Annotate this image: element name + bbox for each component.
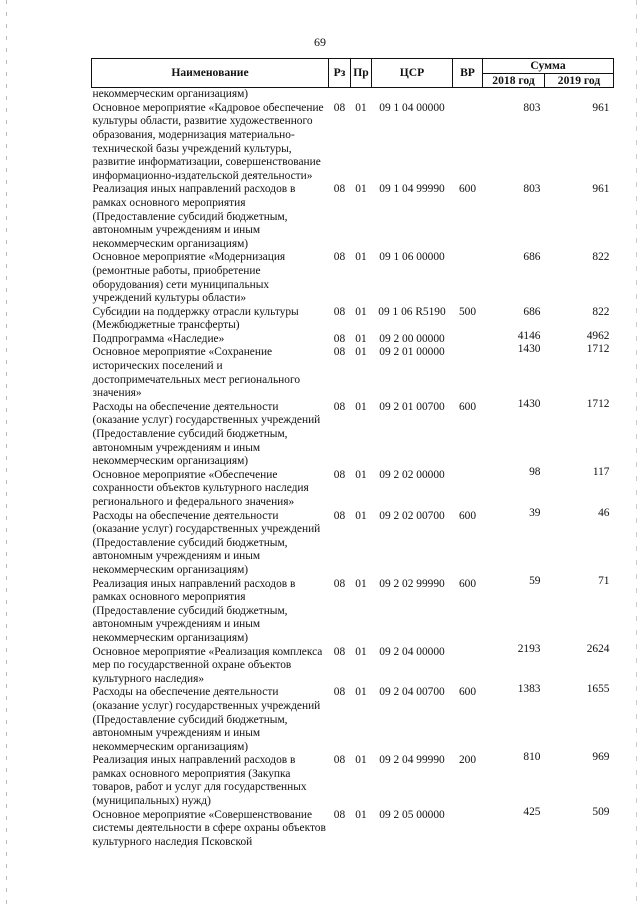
row-2019-cell: 961	[592, 101, 610, 114]
row-2018-cell: 803	[523, 101, 541, 114]
row-name-cell: Реализация иных направлений расходов в рамках основного мероприятия (Закупка товаров, работ и услуг для государственных (муниципальных) нужд)	[92, 754, 307, 808]
table-row	[92, 578, 614, 646]
table-header	[92, 59, 614, 88]
header-csr: ЦСР	[372, 59, 453, 88]
row-pr-cell: 01	[355, 101, 367, 114]
row-csr-cell: 09 1 04 99990	[379, 183, 445, 196]
row-2019-cell: 1712	[586, 397, 610, 410]
row-rz-cell: 08	[333, 645, 346, 658]
row-rz-cell: 08	[333, 305, 346, 318]
row-csr-cell: 09 2 04 00700	[379, 686, 445, 699]
row-name-cell: Основное мероприятие «Модернизация (ремонтные работы, приобретение оборудования) сети муниципальных учреждений культуры области»	[92, 251, 286, 305]
row-rz-cell: 08	[333, 468, 346, 481]
row-pr-cell: 01	[355, 808, 367, 821]
row-vr-cell	[453, 251, 483, 305]
row-vr-cell: 600	[458, 400, 477, 413]
row-2018-cell: 98	[529, 465, 541, 478]
row-2018-cell: 1430	[517, 397, 541, 410]
row-2018-cell: 803	[523, 183, 541, 196]
row-pr-cell	[351, 88, 372, 102]
row-name-cell: Реализация иных направлений расходов в рамках основного мероприятия (Предоставление субсидий бюджетным, автономным учреждениям и иным некоммерческим организациям)	[92, 577, 296, 644]
table-row	[92, 510, 614, 578]
row-2018-cell: 2193	[517, 642, 541, 655]
row-csr-cell: 09 1 06 R5190	[378, 305, 446, 318]
row-2019-cell	[545, 88, 614, 102]
row-name-cell: Субсидии на поддержку отрасли культуры (Межбюджетные трансферты)	[92, 305, 299, 332]
table-row	[92, 401, 614, 469]
row-rz-cell: 08	[333, 101, 346, 114]
row-pr-cell: 01	[355, 468, 367, 481]
row-rz-cell: 08	[333, 686, 346, 699]
row-2019-cell: 822	[592, 251, 610, 264]
row-2018-cell: 1383	[517, 683, 541, 696]
row-2019-cell: 1712	[586, 343, 610, 356]
row-vr-cell	[453, 346, 483, 400]
row-csr-cell: 09 2 01 00000	[379, 346, 445, 359]
scan-edge-right	[636, 0, 637, 905]
row-2018-cell: 810	[523, 751, 541, 764]
row-name-cell: Основное мероприятие «Обеспечение сохранности объектов культурного наследия регионального и федерального значения»	[92, 468, 309, 508]
row-rz-cell: 08	[333, 332, 346, 345]
row-2018-cell: 686	[523, 251, 541, 264]
row-rz-cell	[329, 88, 351, 102]
row-2019-cell: 117	[592, 465, 610, 478]
row-csr-cell: 09 1 06 00000	[379, 251, 445, 264]
row-rz-cell: 08	[333, 754, 346, 767]
row-pr-cell: 01	[355, 183, 367, 196]
row-2019-cell: 969	[592, 751, 610, 764]
row-csr-cell: 09 2 04 00000	[379, 645, 445, 658]
row-name-cell: Основное мероприятие «Реализация комплекса мер по государственной охране объектов культурного наследия»	[92, 645, 323, 685]
header-pr: Пр	[351, 59, 372, 88]
row-name-cell: Подпрограмма «Наследие»	[92, 332, 225, 345]
row-csr-cell: 09 2 02 00000	[379, 468, 445, 481]
row-csr-cell: 09 2 05 00000	[379, 808, 445, 821]
row-pr-cell: 01	[355, 305, 367, 318]
row-pr-cell: 01	[355, 400, 367, 413]
row-rz-cell: 08	[333, 251, 346, 264]
row-vr-cell	[453, 469, 483, 510]
table-row	[92, 646, 614, 687]
row-name-cell: Реализация иных направлений расходов в рамках основного мероприятия (Предоставление субсидий бюджетным, автономным учреждениям и иным некоммерческим организациям)	[92, 183, 296, 250]
row-pr-cell: 01	[355, 754, 367, 767]
table-row	[92, 754, 614, 808]
row-vr-cell: 600	[458, 183, 477, 196]
table-row	[92, 183, 614, 251]
row-2019-cell: 46	[598, 506, 610, 519]
row-2019-cell: 822	[592, 305, 610, 318]
row-vr-cell	[453, 102, 483, 184]
row-2018-cell: 425	[523, 805, 541, 818]
table-body	[92, 88, 614, 850]
row-csr-cell: 09 2 00 00000	[379, 332, 445, 345]
row-2018-cell: 39	[529, 506, 541, 519]
row-csr-cell: 09 2 02 00700	[379, 509, 445, 522]
row-name-cell: Расходы на обеспечение деятельности (оказание услуг) государственных учреждений (Предоставление субсидий бюджетным, автономным учреждениям и иным некоммерческим организациям)	[92, 400, 321, 468]
row-2018-cell: 4146	[517, 329, 541, 342]
row-rz-cell: 08	[333, 346, 346, 359]
row-vr-cell	[453, 646, 483, 687]
row-pr-cell: 01	[355, 686, 367, 699]
budget-table-container	[91, 58, 613, 849]
row-2019-cell: 961	[592, 183, 610, 196]
row-csr-cell: 09 2 01 00700	[379, 400, 445, 413]
row-name-cell: Основное мероприятие «Совершенствование системы деятельности в сфере охраны объектов культурного наследия Псковской	[92, 808, 326, 848]
row-vr-cell	[453, 333, 483, 347]
header-2019: 2019 год	[545, 73, 614, 88]
row-2018-cell: 59	[529, 574, 541, 587]
row-vr-cell: 600	[458, 577, 477, 590]
table-row	[92, 88, 614, 102]
row-pr-cell: 01	[355, 346, 367, 359]
row-csr-cell: 09 2 02 99990	[379, 577, 445, 590]
page-number: 69	[314, 35, 326, 49]
row-vr-cell: 600	[458, 509, 477, 522]
row-2018-cell: 686	[523, 305, 541, 318]
row-name-cell: Основное мероприятие «Сохранение исторических поселений и достопримечательных мест регионального значения»	[92, 346, 301, 400]
table-row	[92, 686, 614, 754]
row-csr-cell: 09 2 04 99990	[379, 754, 445, 767]
budget-table	[91, 58, 614, 849]
row-pr-cell: 01	[355, 577, 367, 590]
header-rz: Рз	[329, 59, 351, 88]
row-vr-cell: 500	[458, 305, 477, 318]
header-2018: 2018 год	[483, 73, 545, 88]
row-rz-cell: 08	[333, 577, 346, 590]
table-row	[92, 306, 614, 333]
row-pr-cell: 01	[355, 332, 367, 345]
row-name-cell: Расходы на обеспечение деятельности (оказание услуг) государственных учреждений (Предоставление субсидий бюджетным, автономным учреждениям и иным некоммерческим организациям)	[92, 509, 321, 576]
row-vr-cell	[453, 809, 483, 850]
row-2018-cell	[483, 88, 545, 102]
scan-edge-left	[6, 0, 7, 905]
row-pr-cell: 01	[355, 509, 367, 522]
row-pr-cell: 01	[355, 645, 367, 658]
row-csr-cell: 09 1 04 00000	[379, 101, 445, 114]
table-row	[92, 251, 614, 305]
row-vr-cell	[453, 88, 483, 102]
row-rz-cell: 08	[333, 509, 346, 522]
row-csr-cell	[372, 88, 453, 102]
header-vr: ВР	[453, 59, 483, 88]
row-2019-cell: 509	[592, 805, 610, 818]
row-2019-cell: 2624	[586, 642, 610, 655]
table-row	[92, 469, 614, 510]
table-row	[92, 346, 614, 400]
row-name-cell: Расходы на обеспечение деятельности (оказание услуг) государственных учреждений (Предоставление субсидий бюджетным, автономным учреждениям и иным некоммерческим организациям)	[92, 686, 321, 753]
row-2019-cell: 71	[598, 574, 610, 587]
table-row	[92, 102, 614, 184]
row-2019-cell: 4962	[586, 329, 610, 342]
row-2019-cell: 1655	[586, 683, 610, 696]
row-vr-cell: 600	[458, 686, 477, 699]
row-rz-cell: 08	[333, 400, 346, 413]
row-pr-cell: 01	[355, 251, 367, 264]
header-sum: Сумма	[483, 59, 614, 74]
table-row	[92, 809, 614, 850]
row-rz-cell: 08	[333, 183, 346, 196]
row-name-cell: Основное мероприятие «Кадровое обеспечение культуры области, развитие художественного образования, модернизация материально-технической базы учреждений культуры, развитие информатизации, совершенствование информационно-издательской деятельности»	[92, 101, 324, 182]
row-vr-cell: 200	[458, 754, 477, 767]
row-rz-cell: 08	[333, 808, 346, 821]
header-name: Наименование	[92, 59, 329, 88]
row-2018-cell: 1430	[517, 343, 541, 356]
row-name-cell: некоммерческим организациям)	[92, 88, 249, 101]
